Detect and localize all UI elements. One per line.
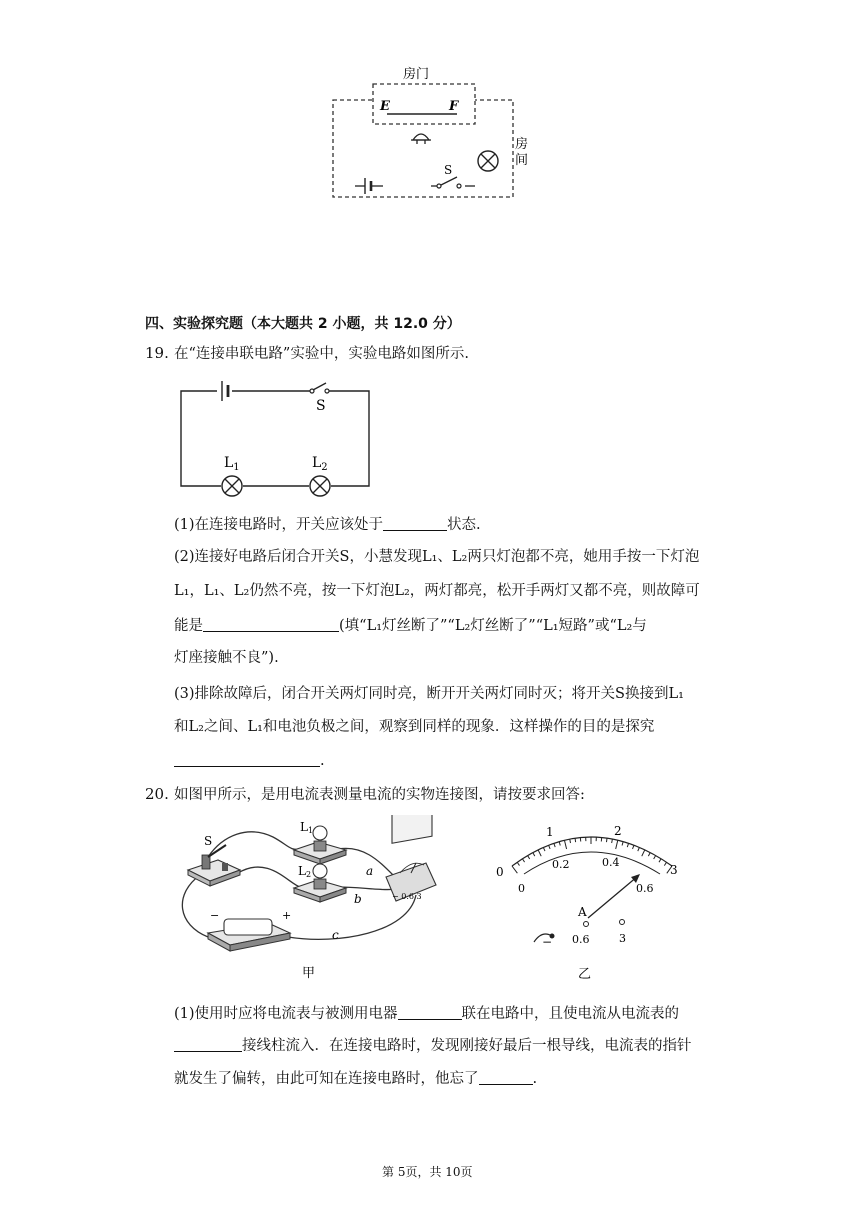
door-e-label: E	[380, 99, 390, 114]
battery-icon	[355, 178, 383, 194]
ammeter-icon	[386, 815, 436, 901]
inner-tick-06: 0.6	[636, 882, 654, 895]
dial-tick	[642, 850, 645, 856]
q19-part3-line3	[174, 750, 325, 771]
outer-tick-3: 3	[670, 863, 678, 877]
room-label-2: 间	[515, 153, 529, 168]
q20-part1-line3	[174, 1068, 537, 1089]
dial-scale	[512, 837, 672, 873]
svg-text:L2	[312, 455, 328, 473]
battery-plus-label: +	[282, 909, 292, 922]
inner-tick-0: 0	[518, 882, 525, 895]
question-20-stem: 如图甲所示，是用电流表测量电流的实物连接图，请按要求回答:	[174, 787, 585, 803]
figure-jia-caption: 甲	[302, 966, 316, 981]
wire-b-label: b	[354, 892, 362, 906]
bell-icon	[411, 134, 431, 144]
lamp-l2-label: L	[312, 455, 322, 471]
battery-icon	[218, 381, 230, 401]
outer-tick-1: 1	[546, 825, 554, 839]
switch-icon	[310, 383, 329, 395]
jia-l2-sub: 2	[305, 870, 312, 879]
figure-yi-caption: 乙	[578, 967, 592, 982]
door-circuit-figure	[325, 62, 535, 204]
lamp-l2-icon	[310, 476, 330, 496]
switch-icon	[431, 177, 475, 188]
q19-part2-line3-b: (填“L₁灯丝断了”“L₂灯丝断了”“L₁短路”或“L₂与	[339, 618, 647, 634]
outer-tick-2: 2	[614, 824, 622, 838]
q20-part1-line3-a: 就发生了偏转，由此可知在连接电路时，他忘了	[174, 1071, 479, 1087]
svg-text:L1	[224, 455, 240, 473]
term-06: 0.6	[572, 933, 590, 946]
answer-blank[interactable]	[479, 1068, 533, 1085]
question-19-stem: 在“连接串联电路”实验中，实验电路如图所示.	[174, 346, 469, 362]
battery-icon	[208, 919, 290, 951]
series-circuit-figure	[170, 375, 380, 500]
question-20-number: 20.	[145, 785, 169, 803]
answer-blank[interactable]	[174, 750, 320, 767]
knife-switch-icon	[188, 845, 240, 886]
q19-part3-end: .	[320, 753, 325, 769]
q20-part1-line2-b: 接线柱流入．在连接电路时，发现刚接好最后一根导线，电流表的指针	[242, 1038, 692, 1054]
door-switch-label: S	[444, 163, 453, 177]
svg-text:L1	[300, 820, 313, 835]
lamp-icon	[478, 151, 498, 171]
q19-part2-line4: 灯座接触不良”).	[174, 650, 279, 666]
wire-c-label: c	[332, 928, 339, 942]
q19-part3-line1: (3)排除故障后，闭合开关两灯同时亮，断开开关两灯同时灭；将开关S换接到L₁	[174, 686, 684, 702]
door-label: 房门	[403, 67, 430, 82]
q19-part2-line1: (2)连接好电路后闭合开关S，小慧发现L₁、L₂两只灯泡都不亮，她用手按一下灯泡	[174, 549, 700, 565]
pointer-arrow-icon	[588, 874, 640, 918]
dial-tick	[564, 840, 566, 849]
q19-part2-line2: L₁，L₁、L₂仍然不亮，按一下灯泡L₂，两灯都亮，松开手两灯又都不亮，则故障可	[174, 583, 700, 599]
inner-tick-02: 0.2	[552, 858, 570, 871]
jia-l2-label: L	[298, 864, 306, 878]
battery-minus-label: −	[210, 909, 220, 922]
term-3: 3	[619, 932, 626, 945]
switch-label: S	[316, 398, 326, 414]
q19-part2-line3	[174, 615, 647, 636]
lamp-l1-label: L	[224, 455, 234, 471]
answer-blank[interactable]	[398, 1003, 462, 1020]
lamp-l1-sub: 1	[233, 462, 240, 473]
dial-tick	[616, 840, 618, 849]
lamp-l2-sub: 2	[321, 462, 328, 473]
dial-tick	[538, 850, 541, 856]
room-label-1: 房	[515, 137, 529, 152]
dial-tick	[512, 866, 517, 873]
svg-text:L2	[298, 864, 311, 879]
answer-blank[interactable]	[203, 615, 339, 632]
q19-part1-a: (1)在连接电路时，开关应该处于	[174, 517, 384, 533]
q20-part1-line1-a: (1)使用时应将电流表与被测用电器	[174, 1006, 398, 1022]
q19-part1-b: 状态.	[447, 517, 481, 533]
q20-part1-line1-b: 联在电路中，且使电流从电流表的	[461, 1006, 680, 1022]
lamp-l1-icon	[222, 476, 242, 496]
q20-part1-line3-b: .	[532, 1071, 538, 1087]
figure-jia-apparatus	[178, 815, 440, 985]
inner-tick-04: 0.4	[602, 856, 620, 869]
section-title: 四、实验探究题（本大题共 2 小题，共 12.0 分）	[145, 316, 461, 332]
jia-switch-label: S	[204, 834, 213, 848]
pointer-label: A	[578, 905, 587, 919]
outer-tick-0: 0	[496, 865, 504, 879]
answer-blank[interactable]	[383, 514, 447, 531]
door-f-label: F	[449, 99, 459, 114]
q19-part3-line2: 和L₂之间、L₁和电池负极之间，观察到同样的现象．这样操作的目的是探究	[174, 719, 655, 735]
jia-l1-sub: 1	[307, 826, 314, 835]
q19-part2-line3-a: 能是	[174, 618, 203, 634]
page-footer: 第 5页，共 10页	[382, 1165, 473, 1179]
wire-a-label: a	[366, 864, 374, 878]
question-19-number: 19.	[145, 344, 169, 362]
term-minus: −	[542, 935, 553, 949]
ammeter-terminals: − 0.6 3	[392, 892, 422, 901]
q20-part1-line1	[174, 1003, 679, 1024]
jia-l1-label: L	[300, 820, 308, 834]
q20-part1-line2	[174, 1035, 692, 1056]
answer-blank[interactable]	[174, 1035, 242, 1052]
figure-yi-ammeter-dial	[490, 818, 690, 984]
q19-part1	[174, 514, 481, 535]
